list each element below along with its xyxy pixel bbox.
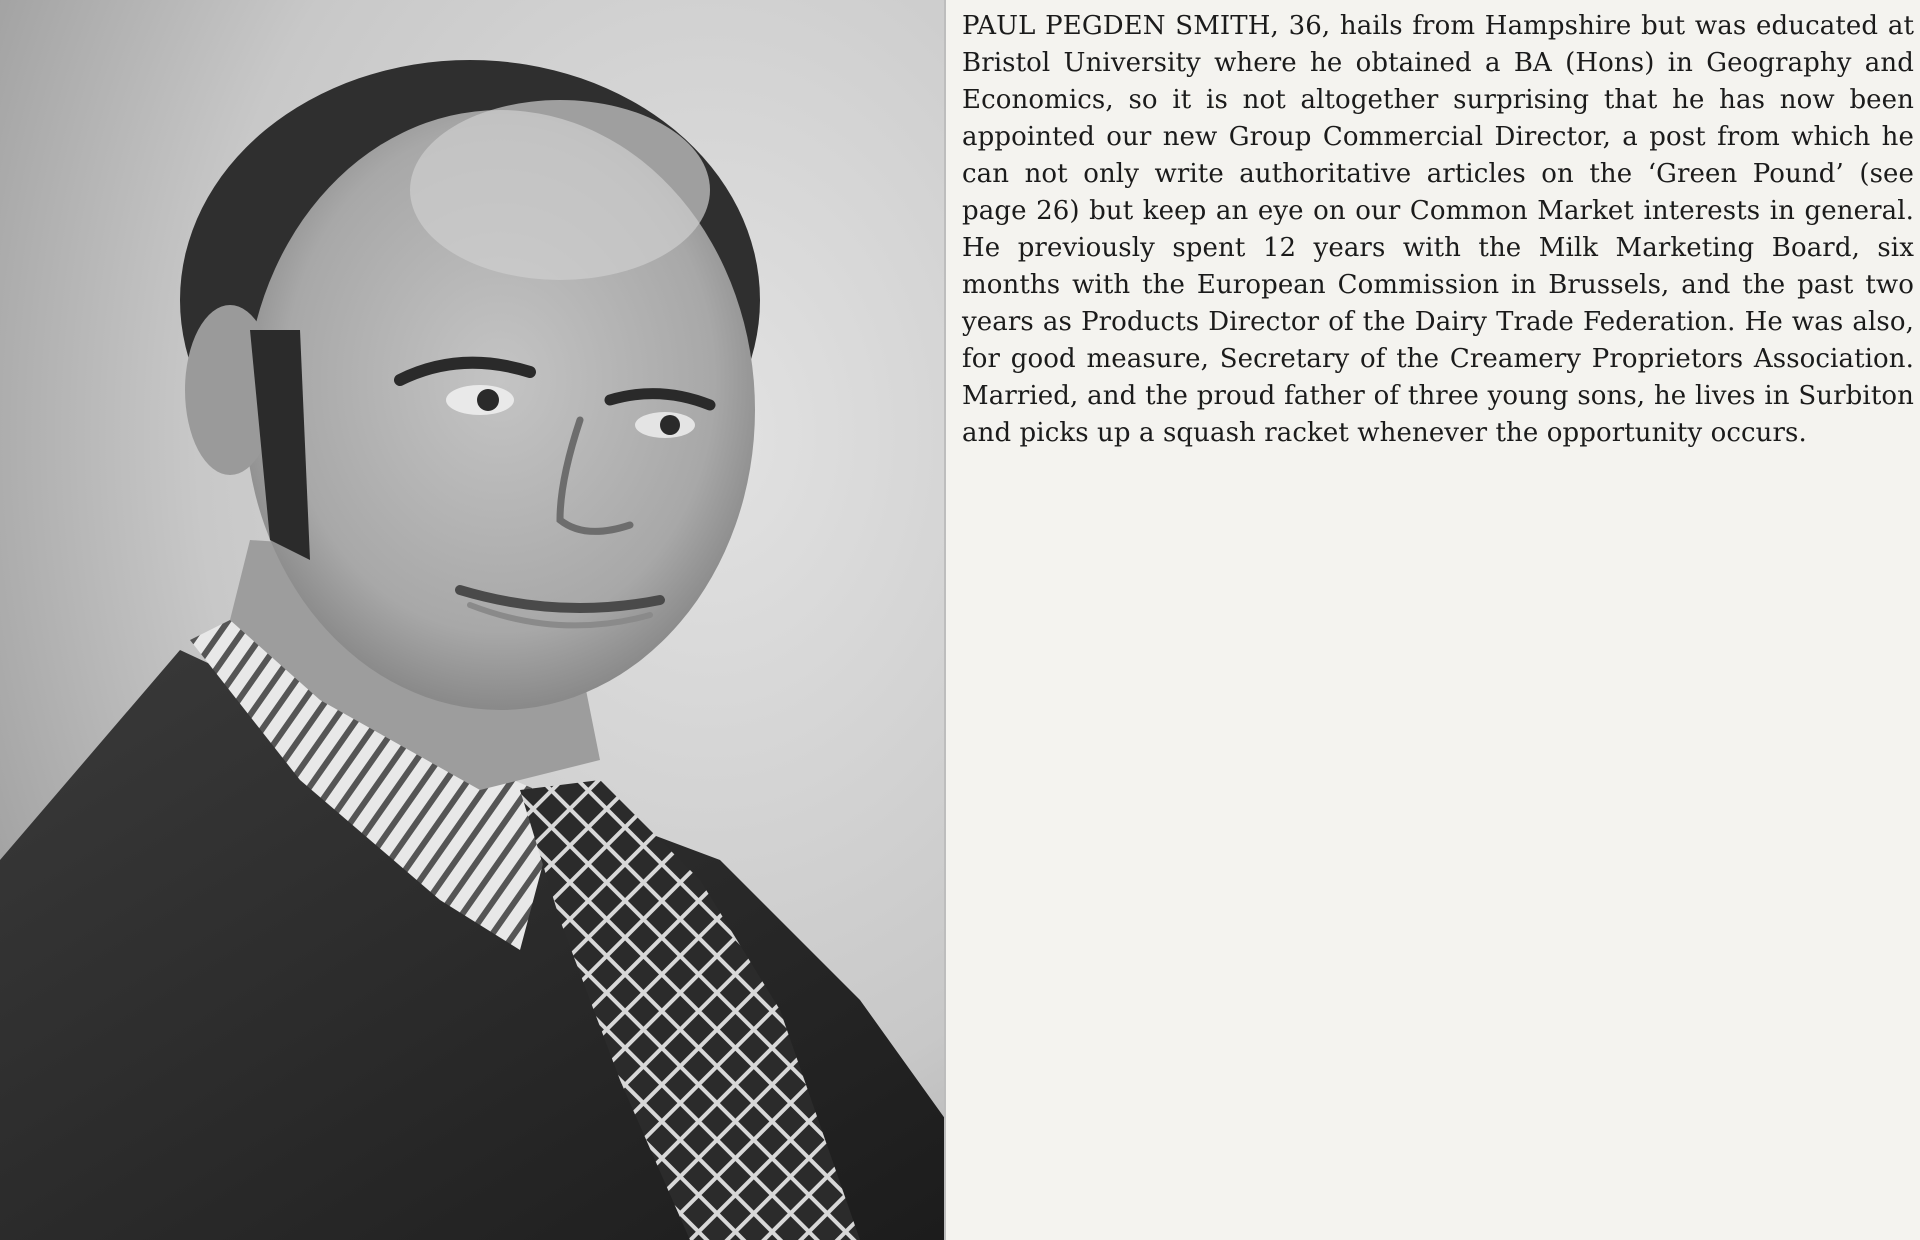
forehead-highlight — [410, 100, 710, 280]
photo-edge — [944, 0, 946, 1240]
biography-text: PAUL PEGDEN SMITH, 36, hails from Hampshire but was educated at Bristol University where he obtained a BA (Hons) in Geography and Economics, so it is not altogether surprising that he has now been appointed our new Group Commercial Director, a post from which he can not only write authoritative articles on the ‘Green Pound’ (see page 26) but keep an eye on our Common Market interests in general. He previously spent 12 years with the Milk Marketing Board, six months with the European Commission in Brussels, and the past two years as Products Director of the Dairy Trade Federation. He was also, for good measure, Secretary of the Creamery Proprietors Association. Married, and the proud father of three young sons, he lives in Surbiton and picks up a squash racket whenever the opportunity occurs. — [962, 11, 1914, 448]
right-pupil — [660, 415, 680, 435]
left-pupil — [477, 389, 499, 411]
portrait-illustration — [0, 0, 946, 1240]
portrait-photo — [0, 0, 946, 1240]
